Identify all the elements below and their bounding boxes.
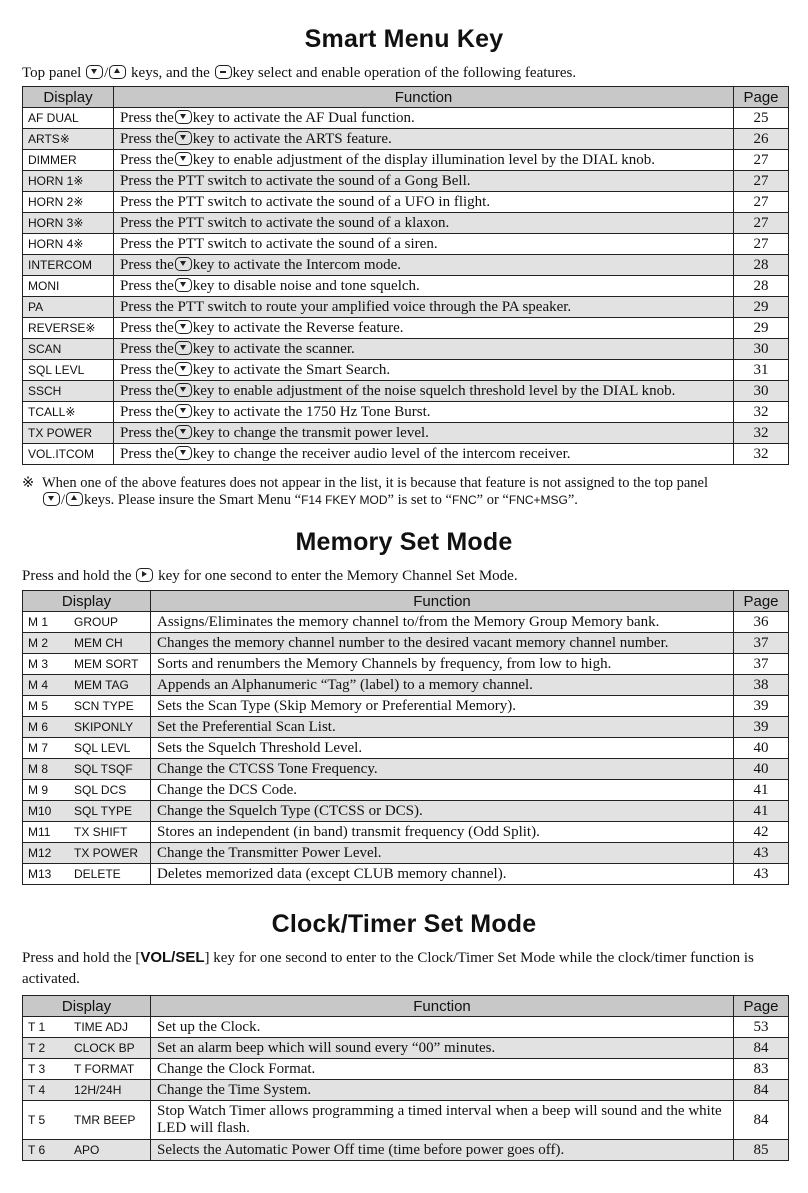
menu-number: M 9 [28,782,49,797]
menu-number: T 6 [28,1142,46,1157]
display-cell [23,1080,151,1101]
menu-number: M 3 [28,656,49,671]
display-cell: HORN 2※ [23,192,114,213]
down-key-icon [86,65,103,79]
menu-name: SQL TYPE [74,803,133,818]
header-page: Page [734,591,789,612]
header-display: Display [23,87,114,108]
down-key-icon [175,341,192,355]
table-row [23,255,789,276]
display-cell: HORN 4※ [23,234,114,255]
page-cell: 29 [734,297,789,318]
display-cell: SCAN [23,339,114,360]
function-cell: Press the key to enable adjustment of the display illumination level by the DIAL knob. [114,150,734,171]
menu-number: M11 [28,824,51,839]
function-cell: Press the key to enable adjustment of the noise squelch threshold level by the DIAL knob. [114,381,734,402]
up-key-icon [109,65,126,79]
smart-menu-intro: Top panel / keys, and the key select and enable operation of the following features. [22,65,577,81]
display-cell [23,1017,151,1038]
page-cell: 40 [734,738,789,759]
menu-number: M 4 [28,677,49,692]
function-cell: Press the key to activate the ARTS feature. [114,129,734,150]
function-cell: Press the PTT switch to activate the sound of a Gong Bell. [114,171,734,192]
function-cell: Press the key to activate the scanner. [114,339,734,360]
menu-number: T 1 [28,1019,46,1034]
menu-name: GROUP [74,614,119,629]
display-cell: AF DUAL [23,108,114,129]
menu-name: 12H/24H [74,1082,122,1097]
menu-number: M12 [28,845,52,860]
page-cell: 27 [734,213,789,234]
display-cell [23,1059,151,1080]
display-cell [23,696,151,717]
table-row [23,843,789,864]
header-page: Page [734,87,789,108]
table-row [23,717,789,738]
menu-number: M 8 [28,761,49,776]
display-cell: TCALL※ [23,402,114,423]
table-row [23,1101,789,1140]
function-cell: Change the Time System. [151,1080,734,1101]
table-row [23,297,789,318]
down-key-icon [175,152,192,166]
function-cell: Press the key to change the transmit power level. [114,423,734,444]
function-cell: Selects the Automatic Power Off time (time before power goes off). [151,1140,734,1161]
table-row [23,1059,789,1080]
function-cell: Press the key to activate the Reverse feature. [114,318,734,339]
table-row [23,801,789,822]
table-row [23,129,789,150]
function-cell: Press the key to change the receiver audio level of the intercom receiver. [114,444,734,465]
function-cell: Stop Watch Timer allows programming a timed interval when a beep will sound and the white LED will flash. [151,1101,734,1140]
menu-name: DELETE [74,866,121,881]
menu-name: TX SHIFT [74,824,128,839]
header-function: Function [151,996,734,1017]
page-cell: 84 [734,1038,789,1059]
page-cell: 84 [734,1101,789,1140]
display-cell: MONI [23,276,114,297]
page-cell: 38 [734,675,789,696]
smart-menu-footnote: ※ When one of the above features does not appear in the list, it is because that feature is not assigned to the top panel / keys. Please insure the Smart Menu “F14 FKEY MOD” is set to “FNC” or “FNC+MSG”. [22,475,708,508]
table-row [23,423,789,444]
smart-menu-title: Smart Menu Key [304,25,504,53]
page-cell: 43 [734,843,789,864]
function-cell: Sets the Scan Type (Skip Memory or Preferential Memory). [151,696,734,717]
clock-timer-title: Clock/Timer Set Mode [271,910,537,938]
display-cell [23,1038,151,1059]
page-cell: 36 [734,612,789,633]
table-row [23,234,789,255]
menu-name: TMR BEEP [74,1112,136,1127]
function-cell: Stores an independent (in band) transmit frequency (Odd Split). [151,822,734,843]
table-row [23,192,789,213]
page-cell: 26 [734,129,789,150]
down-key-icon [175,383,192,397]
display-cell: TX POWER [23,423,114,444]
menu-name: TIME ADJ [74,1019,129,1034]
display-cell [23,1140,151,1161]
function-cell: Press the key to disable noise and tone squelch. [114,276,734,297]
function-cell: Sorts and renumbers the Memory Channels by frequency, from low to high. [151,654,734,675]
menu-number: M 5 [28,698,49,713]
display-cell [23,843,151,864]
display-cell: DIMMER [23,150,114,171]
table-row [23,759,789,780]
table-row [23,633,789,654]
header-page: Page [734,996,789,1017]
play-key-icon [136,568,153,582]
up-key-icon [66,492,83,506]
header-display: Display [23,591,151,612]
memory-set-table [22,590,789,885]
page-cell: 41 [734,780,789,801]
page-cell: 27 [734,150,789,171]
function-cell: Set an alarm beep which will sound every “00” minutes. [151,1038,734,1059]
function-cell: Deletes memorized data (except CLUB memory channel). [151,864,734,885]
table-row [23,276,789,297]
display-cell: SQL LEVL [23,360,114,381]
table-row [23,318,789,339]
table-row [23,108,789,129]
table-row [23,171,789,192]
menu-number: M13 [28,866,52,881]
down-key-icon [43,492,60,506]
header-function: Function [151,591,734,612]
function-cell: Sets the Squelch Threshold Level. [151,738,734,759]
menu-number: M 6 [28,719,49,734]
menu-number: T 4 [28,1082,46,1097]
display-cell [23,675,151,696]
down-key-icon [175,404,192,418]
smart-menu-table [22,86,789,465]
display-cell: HORN 1※ [23,171,114,192]
page-cell: 31 [734,360,789,381]
function-cell: Change the Clock Format. [151,1059,734,1080]
table-row [23,780,789,801]
function-cell: Assigns/Eliminates the memory channel to/from the Memory Group Memory bank. [151,612,734,633]
table-row [23,1140,789,1161]
table-row [23,864,789,885]
table-row [23,150,789,171]
function-cell: Press the key to activate the AF Dual function. [114,108,734,129]
display-cell [23,633,151,654]
function-cell: Press the PTT switch to activate the sound of a UFO in flight. [114,192,734,213]
page-cell: 25 [734,108,789,129]
menu-name: T FORMAT [74,1061,135,1076]
menu-name: TX POWER [74,845,139,860]
page-cell: 28 [734,276,789,297]
table-row [23,612,789,633]
menu-name: SKIPONLY [74,719,134,734]
page-cell: 27 [734,171,789,192]
down-key-icon [175,257,192,271]
function-cell: Set the Preferential Scan List. [151,717,734,738]
display-cell [23,801,151,822]
page-cell: 39 [734,717,789,738]
header-function: Function [114,87,734,108]
menu-name: SCN TYPE [74,698,134,713]
page-cell: 29 [734,318,789,339]
table-row [23,1017,789,1038]
display-cell: REVERSE※ [23,318,114,339]
menu-name: SQL DCS [74,782,127,797]
memory-set-title: Memory Set Mode [295,528,513,556]
display-cell [23,717,151,738]
page-cell: 85 [734,1140,789,1161]
function-cell: Press the key to activate the Intercom mode. [114,255,734,276]
menu-name: CLOCK BP [74,1040,135,1055]
function-cell: Press the PTT switch to activate the sound of a siren. [114,234,734,255]
function-cell: Press the key to activate the 1750 Hz Tone Burst. [114,402,734,423]
table-row [23,822,789,843]
function-cell: Change the DCS Code. [151,780,734,801]
table-row [23,213,789,234]
menu-number: T 5 [28,1112,46,1127]
menu-number: M 7 [28,740,49,755]
page-cell: 42 [734,822,789,843]
display-cell [23,738,151,759]
page-cell: 39 [734,696,789,717]
function-cell: Set up the Clock. [151,1017,734,1038]
table-row [23,444,789,465]
page-cell: 43 [734,864,789,885]
display-cell [23,654,151,675]
menu-number: M 2 [28,635,49,650]
table-row [23,675,789,696]
menu-number: T 3 [28,1061,46,1076]
table-row [23,696,789,717]
down-key-icon [175,320,192,334]
display-cell [23,780,151,801]
page-cell: 40 [734,759,789,780]
down-key-icon [175,446,192,460]
table-row [23,360,789,381]
table-row [23,1038,789,1059]
function-cell: Appends an Alphanumeric “Tag” (label) to a memory channel. [151,675,734,696]
f-key-icon [215,65,232,79]
page-cell: 30 [734,381,789,402]
page-cell: 84 [734,1080,789,1101]
table-row [23,402,789,423]
menu-number: T 2 [28,1040,46,1055]
header-display: Display [23,996,151,1017]
table-row [23,738,789,759]
menu-number: M 1 [28,614,49,629]
page-cell: 83 [734,1059,789,1080]
function-cell: Press the key to activate the Smart Search. [114,360,734,381]
clock-timer-intro: Press and hold the [VOL/SEL] key for one second to enter to the Clock/Timer Set Mode while the clock/timer function is activated. [22,949,754,987]
menu-name: MEM TAG [74,677,129,692]
page-cell: 32 [734,423,789,444]
down-key-icon [175,110,192,124]
function-cell: Change the Squelch Type (CTCSS or DCS). [151,801,734,822]
page-cell: 32 [734,444,789,465]
function-cell: Press the PTT switch to route your amplified voice through the PA speaker. [114,297,734,318]
table-row [23,654,789,675]
menu-name: SQL TSQF [74,761,133,776]
display-cell [23,822,151,843]
display-cell: VOL.ITCOM [23,444,114,465]
down-key-icon [175,131,192,145]
down-key-icon [175,278,192,292]
page-cell: 27 [734,192,789,213]
clock-timer-table [22,995,789,1161]
menu-name: APO [74,1142,100,1157]
display-cell [23,612,151,633]
down-key-icon [175,362,192,376]
menu-name: SQL LEVL [74,740,131,755]
display-cell: ARTS※ [23,129,114,150]
page-cell: 37 [734,633,789,654]
function-cell: Change the CTCSS Tone Frequency. [151,759,734,780]
display-cell: SSCH [23,381,114,402]
menu-name: MEM CH [74,635,123,650]
page-cell: 30 [734,339,789,360]
function-cell: Changes the memory channel number to the desired vacant memory channel number. [151,633,734,654]
display-cell [23,1101,151,1140]
page-cell: 32 [734,402,789,423]
menu-number: M10 [28,803,52,818]
display-cell: INTERCOM [23,255,114,276]
menu-name: MEM SORT [74,656,139,671]
page-cell: 41 [734,801,789,822]
page-cell: 27 [734,234,789,255]
display-cell: HORN 3※ [23,213,114,234]
down-key-icon [175,425,192,439]
page-cell: 37 [734,654,789,675]
display-cell [23,759,151,780]
page-cell: 28 [734,255,789,276]
display-cell [23,864,151,885]
table-row [23,381,789,402]
display-cell: PA [23,297,114,318]
table-row [23,1080,789,1101]
memory-set-intro: Press and hold the key for one second to enter the Memory Channel Set Mode. [22,568,518,584]
page-cell: 53 [734,1017,789,1038]
table-row [23,339,789,360]
function-cell: Change the Transmitter Power Level. [151,843,734,864]
function-cell: Press the PTT switch to activate the sound of a klaxon. [114,213,734,234]
